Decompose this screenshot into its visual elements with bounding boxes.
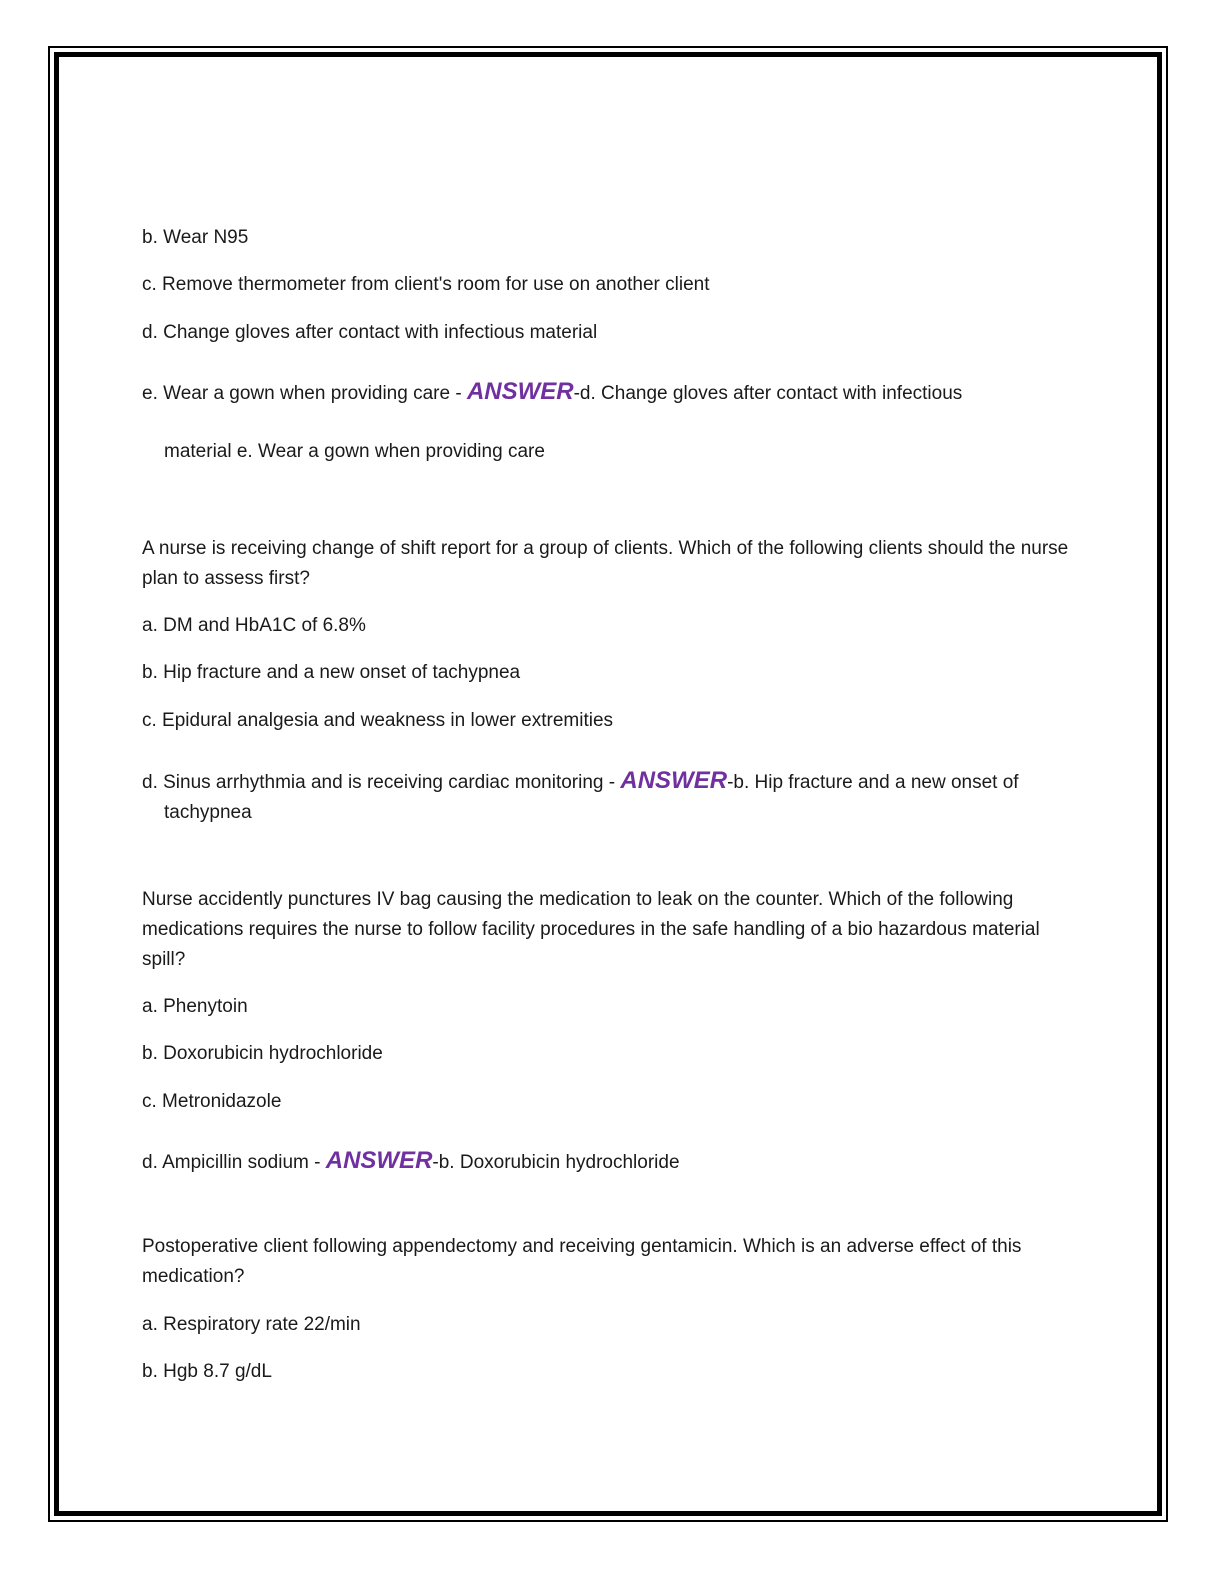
option-b: b. Wear N95	[142, 227, 249, 248]
option-d-with-answer	[142, 1146, 680, 1178]
option-d-with-answer	[142, 766, 1019, 798]
question-text: Nurse accidently punctures IV bag causing the medication to leak on the counter. Which of the following medications requires the nurse to follow facility procedures in the safe handling of a bio hazardous material spill?	[142, 889, 1040, 970]
option-c: c. Epidural analgesia and weakness in lower extremities	[142, 710, 614, 731]
option-a: a. DM and HbA1C of 6.8%	[142, 615, 366, 636]
question-text: Postoperative client following appendectomy and receiving gentamicin. Which is an adverse effect of this medication?	[142, 1236, 1022, 1287]
option-c: c. Remove thermometer from client's room for use on another client	[142, 274, 710, 295]
option-b: b. Doxorubicin hydrochloride	[142, 1043, 383, 1064]
option-b: b. Hip fracture and a new onset of tachypnea	[142, 662, 521, 683]
answer-label: ANSWER	[325, 1147, 433, 1174]
option-d-text: d. Sinus arrhythmia and is receiving cardiac monitoring -	[142, 772, 621, 793]
option-c: c. Metronidazole	[142, 1091, 282, 1112]
option-e-with-answer	[142, 377, 962, 409]
option-d-text: d. Ampicillin sodium -	[142, 1152, 326, 1173]
option-e-text: e. Wear a gown when providing care -	[142, 383, 467, 404]
answer-label: ANSWER	[466, 378, 574, 405]
option-a: a. Phenytoin	[142, 996, 248, 1017]
option-b: b. Hgb 8.7 g/dL	[142, 1361, 272, 1382]
answer-text: -d. Change gloves after contact with infectious	[573, 383, 963, 404]
option-d: d. Change gloves after contact with infectious material	[142, 322, 598, 343]
answer-continuation: tachypnea	[164, 802, 252, 823]
answer-text: -b. Hip fracture and a new onset of	[727, 772, 1019, 793]
question-text: A nurse is receiving change of shift report for a group of clients. Which of the following clients should the nurse plan to assess first?	[142, 538, 1069, 589]
answer-label: ANSWER	[620, 767, 728, 794]
answer-continuation: material e. Wear a gown when providing care	[164, 441, 545, 462]
option-a: a. Respiratory rate 22/min	[142, 1314, 361, 1335]
answer-text: -b. Doxorubicin hydrochloride	[432, 1152, 680, 1173]
